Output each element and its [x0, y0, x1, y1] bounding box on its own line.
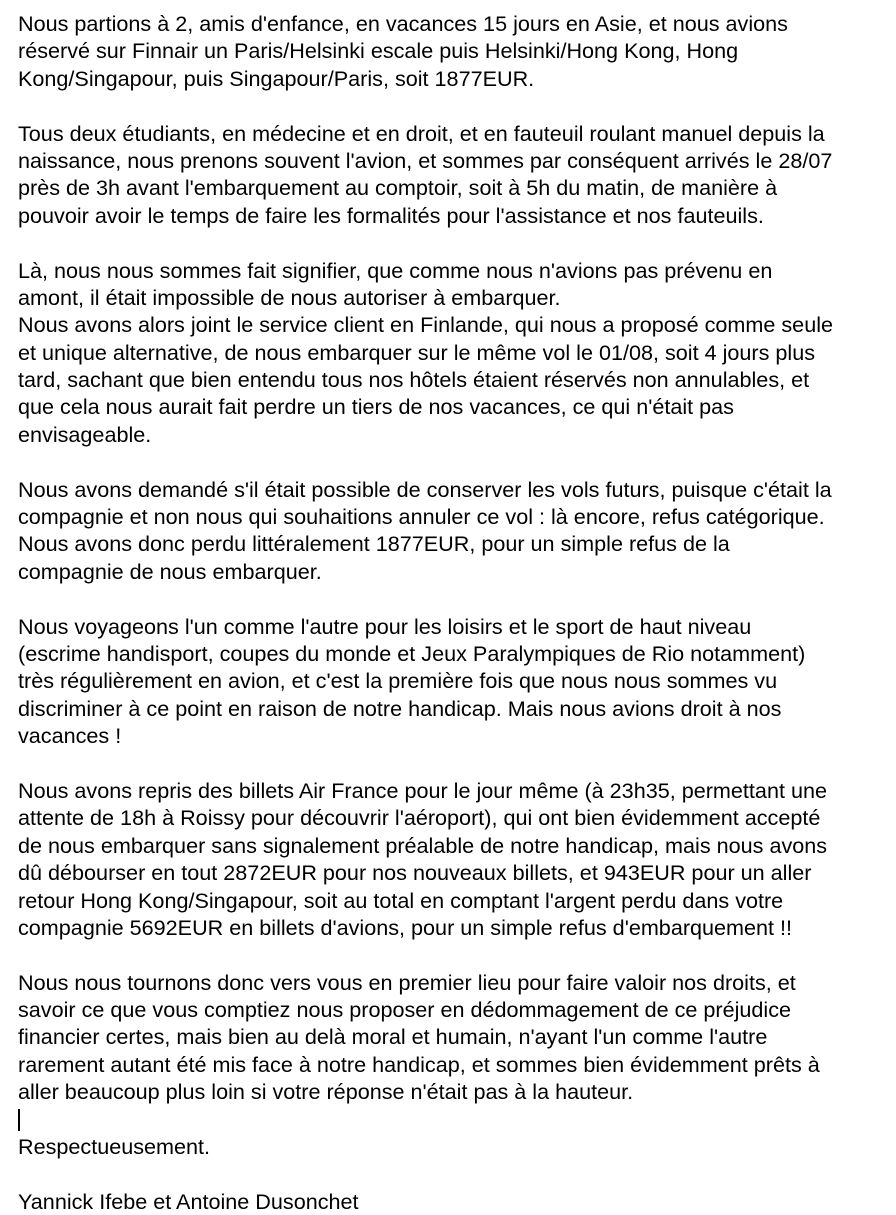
paragraph-trip-booking	[18, 10, 888, 92]
text-line: amont, il était impossible de nous autoriser à embarquer.	[18, 284, 561, 310]
text-line: Nous avons alors joint le service client en Finlande, qui nous a proposé comme seule	[18, 312, 834, 338]
text-line: de nous embarquer sans signalement préalable de notre handicap, mais nous avons	[18, 832, 828, 858]
text-caret-line[interactable]	[18, 1106, 888, 1133]
text-line: compagnie 5692EUR en billets d'avions, pour un simple refus d'embarquement !!	[18, 914, 793, 940]
closing-salutation: Respectueusement.	[18, 1134, 211, 1160]
text-line: très régulièrement en avion, et c'est la première fois que nous nous sommes vu	[18, 668, 778, 694]
text-line: Nous voyageons l'un comme l'autre pour les loisirs et le sport de haut niveau	[18, 613, 752, 639]
text-caret	[18, 1109, 20, 1131]
text-line: compagnie et non nous qui souhaitions annuler ce vol : là encore, refus catégorique.	[18, 504, 825, 530]
text-line: (escrime handisport, coupes du monde et Jeux Paralympiques de Rio notamment)	[18, 640, 806, 666]
text-line: et unique alternative, de nous embarquer sur le même vol le 01/08, soit 4 jours plus	[18, 339, 816, 365]
text-line: envisageable.	[18, 421, 152, 447]
paragraph-discrimination	[18, 613, 888, 750]
text-line: financier certes, mais bien au delà moral et humain, n'ayant l'un comme l'autre	[18, 1024, 768, 1050]
text-line: que cela nous aurait fait perdre un tiers de nos vacances, ce qui n'était pas	[18, 394, 734, 420]
text-line: compagnie de nous embarquer.	[18, 558, 322, 584]
text-line: retour Hong Kong/Singapour, soit au total en comptant l'argent perdu dans votre	[18, 887, 784, 913]
paragraph-refusal	[18, 257, 888, 449]
paragraph-arrival	[18, 120, 888, 230]
signature: Yannick Ifebe et Antoine Dusonchet	[18, 1188, 359, 1214]
text-line: attente de 18h à Roissy pour découvrir l'aéroport), qui ont bien évidemment accepté	[18, 805, 821, 831]
paragraph-lost-flights	[18, 476, 888, 586]
text-line: dû débourser en tout 2872EUR pour nos nouveaux billets, et 943EUR pour un aller	[18, 860, 812, 886]
text-line: savoir ce que vous comptiez nous proposer en dédommagement de ce préjudice	[18, 997, 792, 1023]
text-line: Kong/Singapour, puis Singapour/Paris, soit 1877EUR.	[18, 65, 535, 91]
text-line: Là, nous nous sommes fait signifier, que comme nous n'avions pas prévenu en	[18, 257, 773, 283]
text-line: tard, sachant que bien entendu tous nos hôtels étaient réservés non annulables, et	[18, 367, 810, 393]
text-line: vacances !	[18, 723, 122, 749]
text-line: Nous partions à 2, amis d'enfance, en vacances 15 jours en Asie, et nous avions	[18, 11, 788, 36]
text-line: naissance, nous prenons souvent l'avion, et sommes par conséquent arrivés le 28/07	[18, 147, 833, 173]
text-line: Nous avons donc perdu littéralement 1877EUR, pour un simple refus de la	[18, 531, 730, 557]
text-line: aller beaucoup plus loin si votre réponse n'était pas à la hauteur.	[18, 1079, 634, 1105]
paragraph-request	[18, 969, 888, 1106]
text-line: pouvoir avoir le temps de faire les formalités pour l'assistance et nos fauteuils.	[18, 202, 764, 228]
text-line: Tous deux étudiants, en médecine et en droit, et en fauteuil roulant manuel depuis la	[18, 120, 825, 146]
text-line: Nous avons demandé s'il était possible de conserver les vols futurs, puisque c'était la	[18, 476, 832, 502]
paragraph-air-france	[18, 777, 888, 941]
text-line: près de 3h avant l'embarquement au comptoir, soit à 5h du matin, de manière à	[18, 175, 778, 201]
text-line: Nous nous tournons donc vers vous en premier lieu pour faire valoir nos droits, et	[18, 969, 796, 995]
text-line: rarement autant été mis face à notre handicap, et sommes bien évidemment prêts à	[18, 1051, 820, 1077]
letter-document	[18, 10, 888, 1215]
text-line: réservé sur Finnair un Paris/Helsinki escale puis Helsinki/Hong Kong, Hong	[18, 38, 739, 64]
text-line: Nous avons repris des billets Air France pour le jour même (à 23h35, permettant une	[18, 777, 827, 803]
text-line: discriminer à ce point en raison de notre handicap. Mais nous avions droit à nos	[18, 695, 782, 721]
